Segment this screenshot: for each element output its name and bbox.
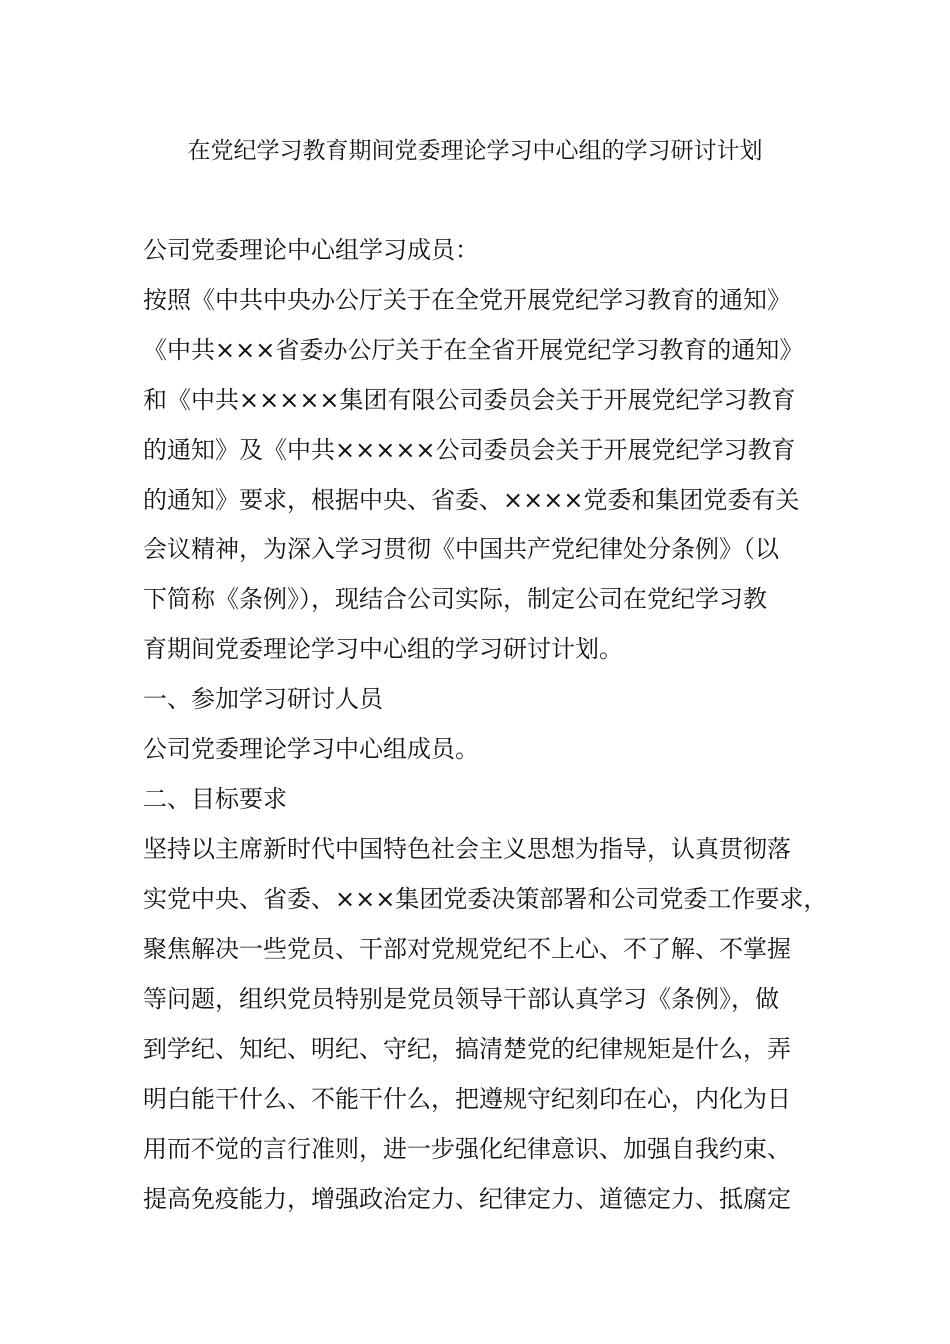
document-title: 在党纪学习教育期间党委理论学习中心组的学习研讨计划: [187, 138, 763, 164]
text-line: 实党中央、省委、×××集团党委决策部署和公司党委工作要求，: [143, 885, 828, 913]
text-line: 和《中共×××××集团有限公司委员会关于开展党纪学习教育: [143, 386, 796, 414]
text-line: 下简称《条例》），现结合公司实际，制定公司在党纪学习教: [143, 585, 767, 613]
text-line: 用而不觉的言行准则，进一步强化纪律意识、加强自我约束、: [143, 1135, 791, 1163]
text-line: 聚焦解决一些党员、干部对党规党纪不上心、不了解、不掌握: [143, 935, 791, 963]
text-line: 的通知》要求，根据中央、省委、××××党委和集团党委有关: [143, 486, 800, 514]
text-line: 明白能干什么、不能干什么，把遵规守纪刻印在心，内化为日: [143, 1085, 791, 1113]
text-line: 按照《中共中央办公厅关于在全党开展党纪学习教育的通知》: [143, 286, 791, 314]
text-line: 的通知》及《中共×××××公司委员会关于开展党纪学习教育: [143, 436, 796, 464]
section-heading: 二、目标要求: [143, 785, 287, 813]
section-heading: 一、参加学习研讨人员: [143, 685, 383, 713]
text-line: 《中共×××省委办公厅关于在全省开展党纪学习教育的通知》: [143, 336, 804, 364]
text-line: 等问题，组织党员特别是党员领导干部认真学习《条例》，做: [143, 985, 779, 1013]
text-line: 育期间党委理论学习中心组的学习研讨计划。: [143, 635, 623, 663]
text-line: 提高免疫能力，增强政治定力、纪律定力、道德定力、抵腐定: [143, 1185, 791, 1213]
text-line: 到学纪、知纪、明纪、守纪，搞清楚党的纪律规矩是什么，弄: [143, 1035, 791, 1063]
text-line: 坚持以主席新时代中国特色社会主义思想为指导，认真贯彻落: [143, 835, 791, 863]
text-line: 公司党委理论中心组学习成员：: [143, 236, 479, 264]
text-line: 会议精神，为深入学习贯彻《中国共产党纪律处分条例》（以: [143, 535, 779, 563]
text-line: 公司党委理论学习中心组成员。: [143, 735, 479, 763]
